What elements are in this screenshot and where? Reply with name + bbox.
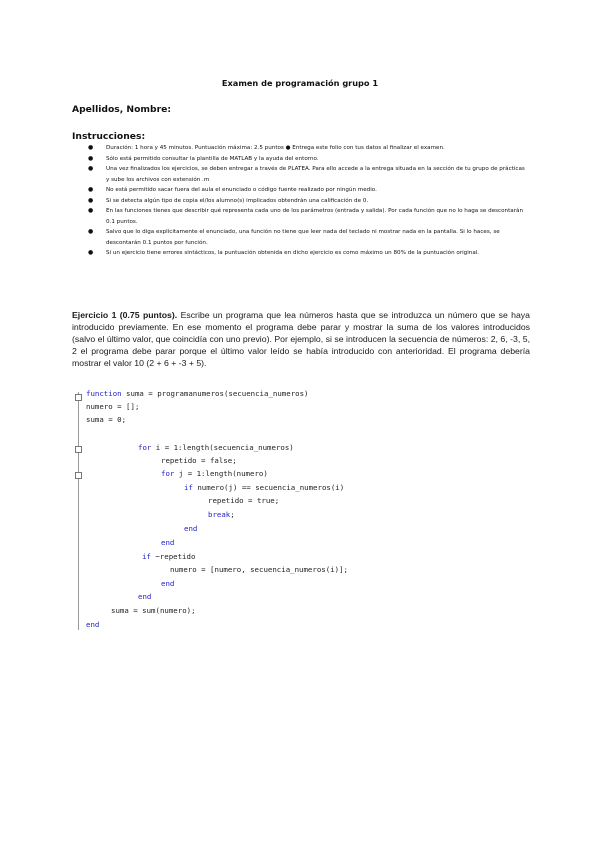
bullet-icon: ● xyxy=(88,249,94,256)
code-keyword: end xyxy=(184,524,198,533)
code-line xyxy=(161,578,174,590)
code-keyword: break xyxy=(208,510,231,519)
instruction-item xyxy=(88,196,528,207)
code-line xyxy=(208,495,279,507)
bullet-icon: ● xyxy=(88,186,94,193)
code-text: suma = programanumeros(secuencia_numeros) xyxy=(121,389,309,398)
instruction-text: Si un ejercicio tiene errores sintácticos, la puntuación obtenida en dicho ejercicio es como máximo un 80% de la puntuación original. xyxy=(106,250,480,256)
code-line xyxy=(161,537,174,549)
bullet-icon: ● xyxy=(88,228,94,235)
code-line xyxy=(184,482,344,494)
instruction-text: No está permitido sacar fuera del aula el enunciado o código fuente realizado por ningún medio. xyxy=(106,187,377,193)
instruction-item xyxy=(88,143,528,154)
code-keyword: end xyxy=(161,538,175,547)
code-text: numero(j) == secuencia_numeros(i) xyxy=(192,483,345,492)
instruction-item xyxy=(88,185,528,196)
code-keyword: if xyxy=(142,552,151,561)
code-line xyxy=(142,551,195,563)
code-keyword: if xyxy=(184,483,193,492)
code-line xyxy=(86,388,309,400)
instruction-item xyxy=(88,154,528,165)
code-text: repetido = true; xyxy=(208,496,280,505)
code-line xyxy=(111,605,196,617)
code-line xyxy=(138,591,151,603)
exercise-1-heading: Ejercicio 1 (0.75 puntos). xyxy=(72,310,178,320)
code-text: j = 1:length(numero) xyxy=(174,469,268,478)
fold-marker-icon xyxy=(75,394,82,401)
instruction-item xyxy=(88,248,528,259)
bullet-icon: ● xyxy=(88,207,94,214)
bullet-icon: ● xyxy=(88,154,94,162)
instruction-item xyxy=(88,206,528,227)
code-line xyxy=(161,468,268,480)
fold-marker-icon xyxy=(75,446,82,453)
instruction-text: Duración: 1 hora y 45 minutos. Puntuación máxima: 2.5 puntos ● Entrega este folio con tus datos al finalizar el examen. xyxy=(106,145,445,151)
code-line xyxy=(184,523,197,535)
instruction-text: Si se detecta algún tipo de copia el/los alumno(s) implicados obtendrán una calificación de 0. xyxy=(106,197,369,204)
code-keyword: end xyxy=(138,592,152,601)
code-keyword: end xyxy=(161,579,175,588)
code-line xyxy=(86,619,99,631)
exercise-1-text: Escribe un programa que lea números hasta que se introduzca un número que se haya introducido previamente. En ese momento el programa debe parar y mostrar la suma de los valores introducidos (salvo el último valor, que coincidía con uno previo). Por ejemplo, si se introducen la secuencia de números: 2, 6, -3, 5, 2 el programa debe parar porque el último valor leído se había introducido con anterioridad. El programa debería mostrar el valor 10 (2 + 6 + -3 + 5). xyxy=(72,310,530,369)
code-text: ; xyxy=(230,510,235,519)
code-line xyxy=(86,414,126,426)
code-line xyxy=(170,564,348,576)
exam-title: Examen de programación grupo 1 xyxy=(221,78,379,88)
code-text: ~repetido xyxy=(150,552,196,561)
bullet-icon: ● xyxy=(88,196,94,204)
fold-marker-icon xyxy=(75,472,82,479)
code-line xyxy=(208,509,235,521)
code-line xyxy=(161,455,237,467)
code-text: i = 1:length(secuencia_numeros) xyxy=(151,443,294,452)
instruction-item xyxy=(88,227,528,248)
code-keyword: for xyxy=(161,469,175,478)
code-keyword: for xyxy=(138,443,152,452)
exercise-1 xyxy=(72,309,530,369)
code-gutter xyxy=(78,392,79,630)
code-text: repetido = false; xyxy=(161,456,237,465)
instruction-text: Sólo está permitido consultar la plantilla de MATLAB y la ayuda del entorno. xyxy=(106,155,319,162)
code-line xyxy=(86,401,139,413)
code-keyword: end xyxy=(86,620,100,629)
name-label: Apellidos, Nombre: xyxy=(72,104,171,115)
instructions-heading: Instrucciones: xyxy=(72,131,146,142)
bullet-icon: ● xyxy=(88,144,94,151)
instruction-text: En las funciones tienes que describir qué representa cada uno de los parámetros (entrada y salida). Por cada función que no lo haga se descontarán 0.1 puntos. xyxy=(106,208,523,225)
instruction-text: Una vez finalizados los ejercicios, se deben entregar a través de PLATEA. Para ello accede a la entrega situada en la sección de tu grupo de prácticas y sube los archivos con extensión .m xyxy=(106,166,525,183)
code-text: suma = sum(numero); xyxy=(111,606,196,615)
instructions-list xyxy=(88,143,528,259)
instruction-item xyxy=(88,164,528,185)
code-line xyxy=(138,442,294,454)
code-text: numero = [numero, secuencia_numeros(i)]; xyxy=(170,565,348,574)
bullet-icon: ● xyxy=(88,165,94,172)
code-keyword: function xyxy=(86,389,122,398)
code-text: suma = 0; xyxy=(86,415,127,424)
instruction-text: Salvo que lo diga explícitamente el enunciado, una función no tiene que leer nada del teclado ni mostrar nada en la pantalla. Si lo haces, se descontarán 0.1 puntos por función. xyxy=(106,229,500,246)
code-text: numero = []; xyxy=(86,402,140,411)
